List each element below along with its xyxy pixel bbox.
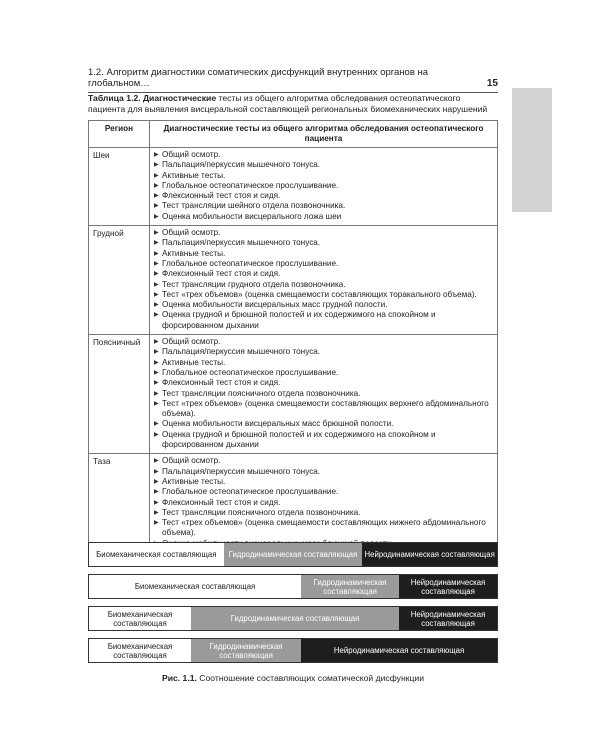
test-list-item: ▶ Тест «трех объемов» (оценка смещаемости составляющих нижнего абдоминального объема).: [154, 518, 493, 539]
figure-caption: [88, 673, 498, 683]
test-list-item: ▶ Флексионный тест стоя и сидя.: [154, 498, 493, 508]
segment-bio: Биомеханическая составляющая: [89, 639, 191, 662]
column-header-tests: Диагностические тесты из общего алгоритма обследования остеопатического пациента: [150, 121, 498, 148]
table-row: [89, 335, 498, 454]
test-list-item: ▶ Тест «трех объемов» (оценка смещаемости составляющих торакального объема).: [154, 290, 493, 300]
segment-hyd: Гидродинамическая составляющая: [224, 543, 363, 566]
test-list-item: ▶ Общий осмотр.: [154, 337, 493, 347]
table-caption-bold: Диагностические: [142, 93, 217, 103]
table-row: [89, 226, 498, 335]
test-list-item: ▶ Тест трансляции поясничного отдела позвоночника.: [154, 508, 493, 518]
table-header-row: [89, 121, 498, 148]
segment-hyd: Гидродинамическая составляющая: [191, 607, 399, 630]
table-caption-label: Таблица 1.2.: [88, 93, 141, 103]
table-row: [89, 148, 498, 226]
ratio-bar: [88, 574, 498, 599]
chapter-side-tab: [512, 88, 552, 212]
segment-bio: Биомеханическая составляющая: [89, 575, 301, 598]
test-list-item: ▶ Общий осмотр.: [154, 228, 493, 238]
segment-neu: Нейродинамическая составляющая: [301, 639, 497, 662]
segment-bio: Биомеханическая составляющая: [89, 543, 224, 566]
tests-list: [154, 337, 493, 450]
segment-hyd: Гидродинамическая составляющая: [191, 639, 301, 662]
test-list-item: ▶ Оценка грудной и брюшной полостей и их содержимого на спокойном и форсированном дыхании: [154, 430, 493, 451]
page-number: 15: [486, 78, 498, 89]
tests-list: [154, 228, 493, 331]
segment-neu: Нейродинамическая составляющая: [399, 607, 497, 630]
test-list-item: ▶ Активные тесты.: [154, 477, 493, 487]
column-header-region: Регион: [89, 121, 150, 148]
running-title: 1.2. Алгоритм диагностики соматических дисфункций внутренних органов на глобальном…: [88, 67, 429, 89]
segment-hyd: Гидродинамическая составляющая: [301, 575, 399, 598]
tests-list: [154, 456, 493, 549]
ratio-bar: [88, 542, 498, 567]
tests-cell: [150, 226, 498, 335]
test-list-item: ▶ Пальпация/перкуссия мышечного тонуса.: [154, 160, 493, 170]
test-list-item: ▶ Общий осмотр.: [154, 456, 493, 466]
region-cell: Таза: [89, 454, 150, 553]
diagnostic-tests-table: [88, 120, 498, 553]
region-cell: Грудной: [89, 226, 150, 335]
test-list-item: ▶ Пальпация/перкуссия мышечного тонуса.: [154, 467, 493, 477]
test-list-item: ▶ Общий осмотр.: [154, 150, 493, 160]
region-cell: Поясничный: [89, 335, 150, 454]
ratio-bar: [88, 638, 498, 663]
test-list-item: ▶ Тест трансляции шейного отдела позвоночника.: [154, 201, 493, 211]
test-list-item: ▶ Оценка мобильности висцерального ложа шеи: [154, 212, 493, 222]
region-cell: Шеи: [89, 148, 150, 226]
ratio-bar: [88, 606, 498, 631]
segment-neu: Нейродинамическая составляющая: [362, 543, 497, 566]
tests-list: [154, 150, 493, 222]
test-list-item: ▶ Активные тесты.: [154, 249, 493, 259]
test-list-item: ▶ Тест трансляции поясничного отдела позвоночника.: [154, 389, 493, 399]
test-list-item: ▶ Флексионный тест стоя и сидя.: [154, 378, 493, 388]
test-list-item: ▶ Активные тесты.: [154, 171, 493, 181]
test-list-item: ▶ Оценка мобильности висцеральных масс грудной полости.: [154, 300, 493, 310]
table-row: [89, 454, 498, 553]
tests-cell: [150, 148, 498, 226]
figure-caption-text: Соотношение составляющих соматической дисфункции: [196, 673, 425, 683]
test-list-item: ▶ Глобальное остеопатическое прослушивание.: [154, 181, 493, 191]
test-list-item: ▶ Глобальное остеопатическое прослушивание.: [154, 259, 493, 269]
table-caption-text: тесты из общего алгоритма обследования остеопатического пациента для выявления висцеральной составляющей региональных биомеханических нарушений: [88, 93, 488, 114]
test-list-item: ▶ Активные тесты.: [154, 358, 493, 368]
table-body: [89, 148, 498, 553]
tests-cell: [150, 454, 498, 553]
segment-neu: Нейродинамическая составляющая: [399, 575, 497, 598]
test-list-item: ▶ Тест трансляции грудного отдела позвоночника.: [154, 280, 493, 290]
test-list-item: ▶ Флексионный тест стоя и сидя.: [154, 269, 493, 279]
table-caption: [88, 93, 498, 115]
test-list-item: ▶ Оценка мобильности висцеральных масс брюшной полости.: [154, 419, 493, 429]
test-list-item: ▶ Глобальное остеопатическое прослушивание.: [154, 487, 493, 497]
test-list-item: ▶ Флексионный тест стоя и сидя.: [154, 191, 493, 201]
running-header: [88, 67, 498, 93]
segment-bio: Биомеханическая составляющая: [89, 607, 191, 630]
figure-caption-label: Рис. 1.1.: [161, 673, 197, 683]
test-list-item: ▶ Пальпация/перкуссия мышечного тонуса.: [154, 347, 493, 357]
test-list-item: ▶ Пальпация/перкуссия мышечного тонуса.: [154, 238, 493, 248]
test-list-item: ▶ Глобальное остеопатическое прослушивание.: [154, 368, 493, 378]
test-list-item: ▶ Тест «трех объемов» (оценка смещаемости составляющих верхнего абдоминального объема).: [154, 399, 493, 420]
test-list-item: ▶ Оценка грудной и брюшной полостей и их содержимого на спокойном и форсированном дыхании: [154, 310, 493, 331]
tests-cell: [150, 335, 498, 454]
